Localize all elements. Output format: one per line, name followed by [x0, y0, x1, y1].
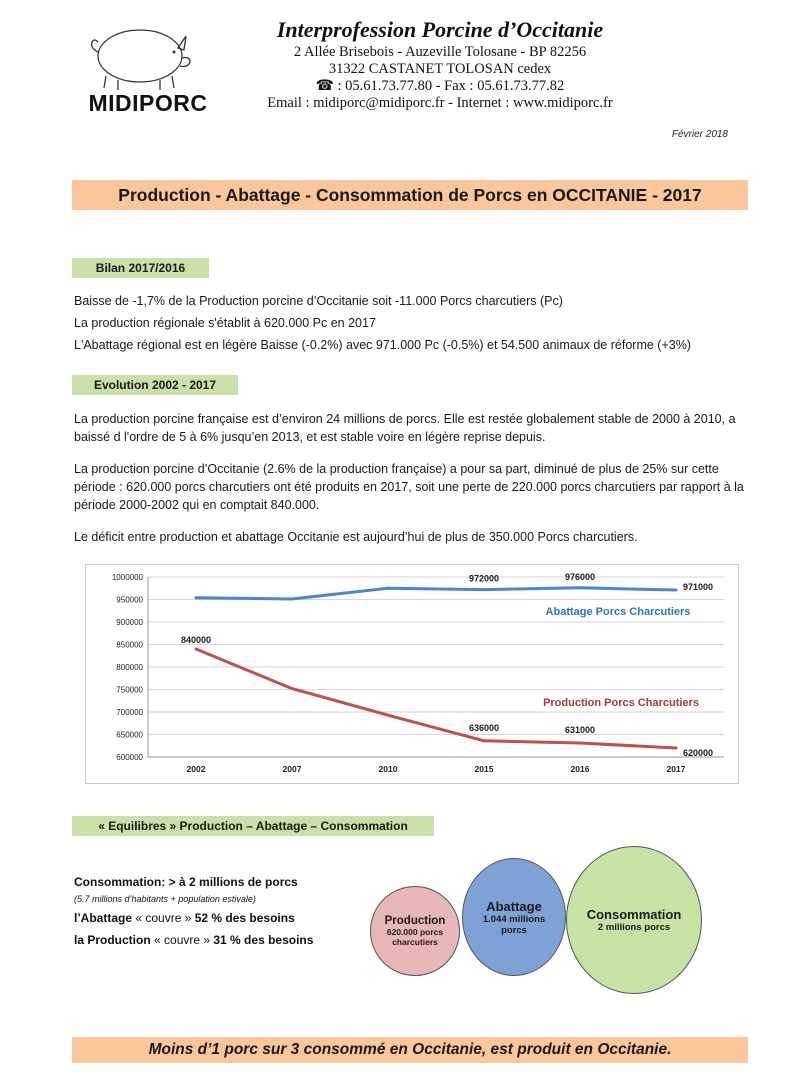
production-coverage-line — [74, 929, 364, 951]
data-point — [195, 596, 198, 599]
abattage-bubble — [462, 858, 566, 976]
evolution-paragraph-3: Le déficit entre production et abattage Occitanie est aujourd’hui de plus de 350.000 Porcs charcutiers. — [74, 530, 638, 544]
data-label: 636000 — [468, 722, 500, 733]
section-tag-equilibres: « Equilibres » Production – Abattage – Consommation — [72, 816, 434, 836]
series-line-0 — [196, 588, 676, 599]
data-point — [291, 598, 294, 601]
phone-fax-line: ☎ : 05.61.73.77.80 - Fax : 05.61.73.77.82 — [315, 78, 565, 94]
y-tick-label: 850000 — [116, 640, 143, 650]
line-chart — [86, 565, 738, 783]
bilan-line-3: L'Abattage régional est en légère Baisse (-0.2%) avec 971.000 Pc (-0.5%) et 54.500 animaux de réforme (+3%) — [74, 338, 691, 352]
abattage-coverage-value: 52 % des besoins — [194, 911, 295, 925]
data-label: 972000 — [468, 573, 500, 584]
consumption-note: (5.7 millions d’habitants + population estivale) — [74, 894, 256, 904]
production-bubble-subtitle: 620.000 porcs charcutiers — [386, 927, 444, 947]
data-label: 971000 — [682, 582, 714, 593]
abattage-label: l’Abattage — [74, 911, 133, 925]
data-label: 620000 — [682, 748, 714, 758]
data-point — [675, 747, 678, 750]
series-name-production: Production Porcs Charcutiers — [543, 697, 699, 709]
production-bubble — [370, 886, 460, 976]
data-point — [291, 687, 294, 690]
consommation-bubble-title: Consommation — [586, 907, 682, 922]
data-point — [675, 589, 678, 592]
x-tick-label: 2015 — [474, 764, 494, 774]
y-tick-label: 700000 — [116, 708, 143, 717]
page-title: Production - Abattage - Consommation de Porcs en OCCITANIE - 2017 — [72, 180, 748, 210]
production-coverage-value: 31 % des besoins — [213, 933, 314, 947]
y-tick-label: 800000 — [116, 663, 143, 672]
production-label: la Production — [74, 933, 151, 947]
x-tick-label: 2002 — [186, 764, 206, 774]
production-connector: « couvre » — [150, 933, 214, 947]
consommation-bubble — [566, 846, 702, 994]
consumption-label: Consommation: — [74, 875, 166, 889]
chart-frame — [85, 564, 739, 784]
abattage-bubble-title: Abattage — [486, 898, 542, 914]
address-line-1: 2 Allée Brisebois - Auzeville Tolosane - BP 82256 — [293, 44, 587, 60]
y-tick-label: 950000 — [116, 595, 143, 605]
evolution-paragraph-1: La production porcine française est d’environ 24 millions de porcs. Elle est restée globalement stable de 2000 à 2010, a baissé d l'ordre de 5 à 6% jusqu’en 2013, et est stable voire en légère reprise depuis. — [74, 412, 736, 444]
bilan-line-2: La production régionale s'établit à 620.000 Pc en 2017 — [74, 316, 376, 330]
consumption-summary — [74, 873, 364, 951]
production-bubble-title: Production — [384, 915, 446, 927]
x-tick-label: 2017 — [666, 764, 686, 774]
document-date: Février 2018 — [671, 129, 728, 140]
data-point — [579, 742, 582, 745]
x-tick-label: 2007 — [282, 764, 302, 774]
data-point — [195, 648, 198, 651]
contact-line: Email : midiporc@midiporc.fr - Internet : www.midiporc.fr — [267, 95, 613, 111]
x-tick-label: 2016 — [570, 764, 590, 774]
y-tick-label: 900000 — [116, 618, 143, 627]
y-tick-label: 650000 — [116, 730, 143, 740]
abattage-bubble-subtitle: 1.044 millions porcs — [482, 913, 546, 936]
address-line-2: 31322 CASTANET TOLOSAN cedex — [328, 61, 552, 77]
data-label: 976000 — [564, 571, 596, 582]
data-point — [483, 739, 486, 742]
abattage-connector: « couvre » — [132, 911, 195, 925]
data-point — [387, 587, 390, 590]
abattage-coverage-line — [74, 907, 364, 929]
y-tick-label: 750000 — [116, 685, 143, 695]
data-label: 631000 — [564, 725, 596, 736]
y-tick-label: 1000000 — [111, 573, 143, 582]
series-name-abattage: Abattage Porcs Charcutiers — [545, 606, 691, 618]
data-label: 840000 — [180, 635, 212, 645]
logo-text: MIDIPORC — [88, 90, 208, 116]
data-point — [387, 714, 390, 717]
consumption-value: > à 2 millions de porcs — [165, 875, 298, 889]
bilan-line-1: Baisse de -1,7% de la Production porcine d’Occitanie soit -11.000 Porcs charcutiers (Pc) — [74, 294, 563, 308]
section-tag-evolution: Evolution 2002 - 2017 — [72, 375, 238, 395]
org-header — [230, 16, 650, 112]
data-point — [579, 586, 582, 589]
org-name: Interprofession Porcine d’Occitanie — [276, 17, 604, 42]
consumption-line — [74, 873, 364, 891]
x-tick-label: 2010 — [378, 764, 398, 774]
section-tag-bilan: Bilan 2017/2016 — [72, 258, 209, 278]
evolution-paragraph-2: La production porcine d’Occitanie (2.6% de la production française) a pour sa part, diminué de plus de 25% sur cette période : 620.000 porcs charcutiers ont été produits en 2017, soit une perte de 220.000 porcs charcutiers par rapport à la période 2000-2002 qui en comptait 840.000. — [74, 462, 744, 512]
consommation-bubble-subtitle: 2 millions porcs — [597, 922, 671, 933]
data-point — [483, 588, 486, 591]
footer-conclusion: Moins d’1 porc sur 3 consommé en Occitanie, est produit en Occitanie. — [72, 1037, 748, 1063]
y-tick-label: 600000 — [116, 753, 143, 762]
